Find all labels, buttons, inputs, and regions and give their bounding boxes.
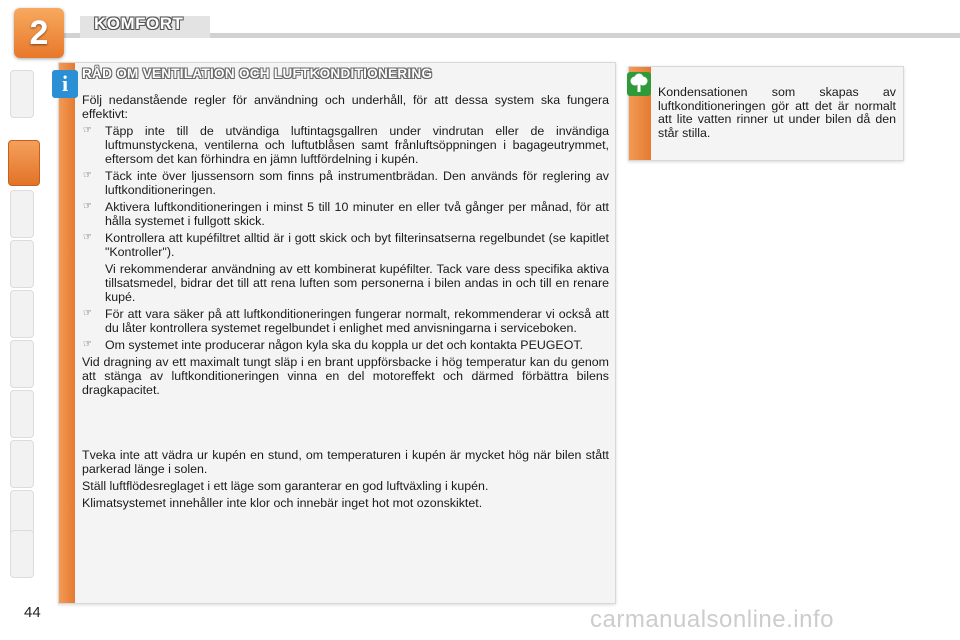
hand-pointer-icon: ☞ [83, 170, 92, 181]
chapter-tab[interactable] [10, 530, 34, 578]
hand-pointer-icon: ☞ [83, 308, 92, 319]
list-item: ☞ För att vara säker på att luftkonditioneringen fungerar normalt, rekommenderar vi också att du låter kontrollera systemet regelbundet i enlighet med anvisningarna i serviceboken. [83, 307, 609, 335]
paragraph: Klimatsystemet innehåller inte klor och innebär inget hot mot ozonskiktet. [82, 496, 483, 510]
chapter-tab[interactable] [10, 70, 34, 118]
intro-text: Följ nedanstående regler för användning och underhåll, för att dessa system ska fungera effektivt: [82, 93, 609, 121]
chapter-tab[interactable] [10, 240, 34, 288]
chapter-number-badge: 2 [14, 8, 64, 58]
info-icon: i [52, 70, 78, 98]
hand-pointer-icon: ☞ [83, 339, 92, 350]
chapter-tab-active[interactable] [8, 140, 40, 186]
info-body [82, 93, 609, 513]
list-item: ☞ Täck inte över ljussensorn som finns på instrumentbrädan. Den används för reglering av luftkonditioneringen. [83, 169, 609, 197]
chapter-tab[interactable] [10, 340, 34, 388]
list-item: ☞ Aktivera luftkonditioneringen i minst 5 till 10 minuter en eller två gånger per månad, för att hålla systemet i fullgott skick. [83, 200, 609, 228]
section-heading: RÅD OM VENTILATION OCH LUFTKONDITIONERING [82, 66, 433, 81]
advice-list-cont [82, 307, 609, 352]
towing-paragraph: Vid dragning av ett maximalt tungt släp i en brant uppförsbacke i hög temperatur kan du genom att stänga av luftkonditioneringen vinna en del motoreffekt och därmed förbättra bilens dragkapacitet. [82, 355, 609, 397]
eco-text: Kondensationen som skapas av luftkonditioneringen gör att det är normalt att lite vatten rinner ut under bilen då den står stilla. [658, 85, 896, 140]
hand-pointer-icon: ☞ [83, 201, 92, 212]
paragraph: Tveka inte att vädra ur kupén en stund, om temperaturen i kupén är mycket hög när bilen stått parkerad länge i solen. [82, 448, 609, 476]
chapter-tab[interactable] [10, 190, 34, 238]
list-item: ☞ Täpp inte till de utvändiga luftintagsgallren under vindrutan eller de invändiga luftmunstyckena, ventilerna och luftutblåsen samt frånluftsöppningen i bagageutrymmet, eftersom det kan förhindra en jämn luftfördelning i kupén. [83, 124, 609, 166]
paragraph: Ställ luftflödesreglaget i ett läge som garanterar en god luftväxling i kupén. [82, 479, 489, 493]
list-item: ☞ Om systemet inte producerar någon kyla ska du koppla ur det och kontakta PEUGEOT. [83, 338, 583, 352]
tree-icon [627, 72, 651, 96]
chapter-tab[interactable] [10, 440, 34, 488]
page-number: 44 [24, 604, 41, 621]
hand-pointer-icon: ☞ [83, 125, 92, 136]
panel-stripe [59, 63, 75, 603]
chapter-title: KOMFORT [94, 14, 184, 33]
chapter-tab[interactable] [10, 290, 34, 338]
advice-list [82, 124, 609, 259]
chapter-tab[interactable] [10, 390, 34, 438]
watermark: carmanualsonline.info [590, 606, 834, 633]
filter-note: Vi rekommenderar användning av ett kombinerat kupéfilter. Tack vare dess specifika aktiva tillsatsmedel, bidrar det till att rena luften som personerna i bilen andas in och till en renare kupé. [105, 262, 609, 304]
hand-pointer-icon: ☞ [83, 232, 92, 243]
list-item: ☞ Kontrollera att kupéfiltret alltid är i gott skick och byt filterinsatserna regelbundet (se kapitlet "Kontroller"). [83, 231, 609, 259]
